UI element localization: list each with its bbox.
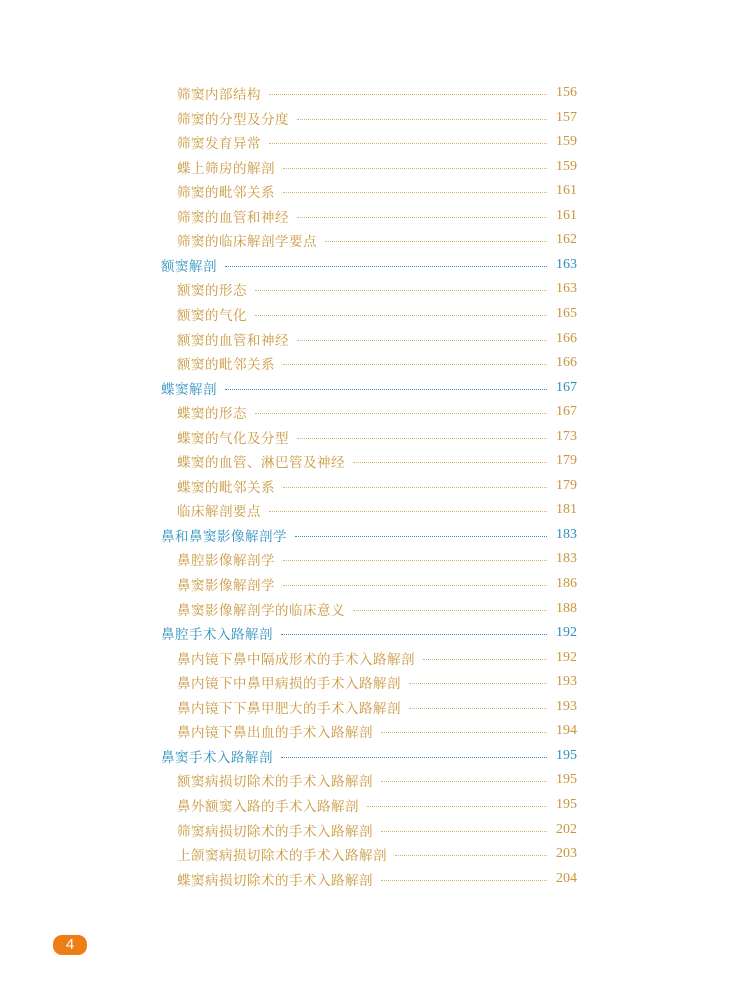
toc-subsection-entry[interactable] xyxy=(177,204,577,228)
toc-entry-title: 鼻腔影像解剖学 xyxy=(177,553,275,570)
toc-entry-title: 鼻内镜下鼻中隔成形术的手术入路解剖 xyxy=(177,651,415,668)
toc-entry-title: 额窦的血管和神经 xyxy=(177,332,289,349)
toc-entry-page: 156 xyxy=(556,85,577,100)
toc-entry-title: 蝶窦的形态 xyxy=(177,406,247,423)
toc-entry-title: 额窦的毗邻关系 xyxy=(177,357,275,374)
toc-entry-page: 165 xyxy=(556,305,577,321)
toc-entry-title: 蝶窦的毗邻关系 xyxy=(177,479,275,496)
dotted-leader xyxy=(283,364,547,365)
toc-entry-title: 鼻和鼻窦影像解剖学 xyxy=(161,528,287,545)
dotted-leader xyxy=(353,462,547,463)
toc-subsection-entry[interactable] xyxy=(177,498,577,522)
toc-entry-title: 蝶窦的气化及分型 xyxy=(177,430,289,447)
dotted-leader xyxy=(409,683,547,684)
toc-entry-page: 183 xyxy=(556,526,577,542)
toc-subsection-entry[interactable] xyxy=(177,327,577,351)
toc-section-entry[interactable] xyxy=(161,376,577,400)
dotted-leader xyxy=(381,781,547,782)
toc-entry-page: 179 xyxy=(556,477,577,493)
toc-section-entry[interactable] xyxy=(161,253,577,277)
toc-entry-title: 筛窦内部结构 xyxy=(177,87,261,103)
toc-entry-page: 181 xyxy=(556,502,577,518)
toc-subsection-entry[interactable] xyxy=(177,867,577,891)
toc-entry-page: 166 xyxy=(556,330,577,346)
dotted-leader xyxy=(381,831,547,832)
toc-entry-page: 204 xyxy=(556,870,577,886)
toc-entry-title: 鼻窦影像解剖学的临床意义 xyxy=(177,602,345,619)
dotted-leader xyxy=(381,732,547,733)
dotted-leader xyxy=(325,241,547,242)
toc-subsection-entry[interactable] xyxy=(177,547,577,571)
dotted-leader xyxy=(225,266,547,267)
toc-subsection-entry[interactable] xyxy=(177,695,577,719)
toc-entry-title: 鼻内镜下下鼻甲肥大的手术入路解剖 xyxy=(177,700,401,717)
toc-entry-page: 163 xyxy=(556,256,577,272)
toc-subsection-entry[interactable] xyxy=(177,572,577,596)
dotted-leader xyxy=(283,585,547,586)
toc-entry-title: 鼻内镜下中鼻甲病损的手术入路解剖 xyxy=(177,676,401,693)
toc-entry-page: 195 xyxy=(556,772,577,788)
toc-entry-title: 筛窦发育异常 xyxy=(177,136,261,153)
toc-entry-page: 166 xyxy=(556,355,577,371)
toc-subsection-entry[interactable] xyxy=(177,818,577,842)
toc-entry-page: 193 xyxy=(556,698,577,714)
toc-subsection-entry[interactable] xyxy=(177,130,577,154)
dotted-leader xyxy=(269,511,547,512)
dotted-leader xyxy=(409,708,547,709)
toc-subsection-entry[interactable] xyxy=(177,474,577,498)
toc-subsection-entry[interactable] xyxy=(177,793,577,817)
toc-entry-page: 203 xyxy=(556,846,577,862)
dotted-leader xyxy=(283,560,547,561)
dotted-leader xyxy=(269,143,547,144)
toc-entry-title: 筛窦的血管和神经 xyxy=(177,209,289,226)
toc-entry-page: 157 xyxy=(556,109,577,125)
dotted-leader xyxy=(255,315,547,316)
toc-subsection-entry[interactable] xyxy=(177,155,577,179)
dotted-leader xyxy=(255,413,547,414)
toc-entry-title: 筛窦的分型及分度 xyxy=(177,111,289,128)
toc-entry-page: 188 xyxy=(556,600,577,616)
toc-entry-title: 额窦病损切除术的手术入路解剖 xyxy=(177,774,373,791)
dotted-leader xyxy=(297,217,547,218)
toc-subsection-entry[interactable] xyxy=(177,106,577,130)
toc-subsection-entry[interactable] xyxy=(177,842,577,866)
toc-entry-page: 163 xyxy=(556,281,577,297)
toc-entry-page: 159 xyxy=(556,134,577,150)
toc-section-entry[interactable] xyxy=(161,621,577,645)
toc-entry-page: 192 xyxy=(556,649,577,665)
toc-entry-title: 鼻内镜下鼻出血的手术入路解剖 xyxy=(177,725,373,742)
dotted-leader xyxy=(381,880,547,881)
dotted-leader xyxy=(283,487,547,488)
toc-entry-page: 173 xyxy=(556,428,577,444)
dotted-leader xyxy=(297,340,547,341)
toc-entry-page: 194 xyxy=(556,723,577,739)
toc-entry-page: 179 xyxy=(556,453,577,469)
toc-entry-title: 鼻腔手术入路解剖 xyxy=(161,627,273,644)
toc-entry-page: 167 xyxy=(556,404,577,420)
dotted-leader xyxy=(295,536,547,537)
toc-entry-page: 162 xyxy=(556,232,577,248)
toc-entry-title: 临床解剖要点 xyxy=(177,504,261,521)
toc-entry-page: 186 xyxy=(556,576,577,591)
toc-subsection-entry[interactable] xyxy=(177,449,577,473)
toc-entry-page: 161 xyxy=(556,207,577,223)
toc-subsection-entry[interactable] xyxy=(177,719,577,743)
toc-subsection-entry[interactable] xyxy=(177,228,577,252)
dotted-leader xyxy=(423,659,547,660)
dotted-leader xyxy=(283,192,547,193)
toc-entry-title: 额窦的气化 xyxy=(177,307,247,324)
toc-entry-page: 195 xyxy=(556,796,577,812)
dotted-leader xyxy=(225,389,547,390)
dotted-leader xyxy=(353,610,547,611)
toc-entry-title: 筛窦病损切除术的手术入路解剖 xyxy=(177,823,373,840)
toc-subsection-entry[interactable] xyxy=(177,768,577,792)
toc-entry-title: 蝶窦的血管、淋巴管及神经 xyxy=(177,455,345,472)
toc-entry-title: 额窦解剖 xyxy=(161,258,217,275)
dotted-leader xyxy=(297,119,547,120)
toc-entry-title: 筛窦的毗邻关系 xyxy=(177,185,275,202)
toc-entry-page: 183 xyxy=(556,551,577,567)
toc-entry-title: 鼻外额窦入路的手术入路解剖 xyxy=(177,798,359,815)
toc-subsection-entry[interactable] xyxy=(177,597,577,621)
toc-entry-title: 上颌窦病损切除术的手术入路解剖 xyxy=(177,848,387,865)
toc-entry-title: 鼻窦手术入路解剖 xyxy=(161,749,273,766)
toc-entry-title: 鼻窦影像解剖学 xyxy=(177,578,275,594)
toc-entry-page: 161 xyxy=(556,183,577,199)
toc-entry-title: 蝶上筛房的解剖 xyxy=(177,160,275,177)
toc-subsection-entry[interactable] xyxy=(177,646,577,670)
toc-entry-page: 167 xyxy=(556,379,577,395)
page-number-badge: 4 xyxy=(53,935,87,955)
dotted-leader xyxy=(281,634,547,635)
toc-entry-title: 筛窦的临床解剖学要点 xyxy=(177,234,317,251)
toc-subsection-entry[interactable] xyxy=(177,400,577,424)
toc-subsection-entry[interactable] xyxy=(177,302,577,326)
toc-subsection-entry[interactable] xyxy=(177,277,577,301)
toc-entry-page: 195 xyxy=(556,747,577,763)
toc-subsection-entry[interactable] xyxy=(177,179,577,203)
dotted-leader xyxy=(281,757,547,758)
dotted-leader xyxy=(283,168,547,169)
toc-entry-page: 192 xyxy=(556,625,577,641)
toc-subsection-entry[interactable] xyxy=(177,670,577,694)
toc-subsection-entry[interactable] xyxy=(177,81,577,105)
dotted-leader xyxy=(297,438,547,439)
toc-subsection-entry[interactable] xyxy=(177,425,577,449)
dotted-leader xyxy=(255,290,547,291)
dotted-leader xyxy=(395,855,547,856)
dotted-leader xyxy=(269,94,547,95)
toc-entry-page: 193 xyxy=(556,674,577,690)
toc-entry-page: 159 xyxy=(556,158,577,174)
toc-entry-page: 202 xyxy=(556,821,577,837)
toc-section-entry[interactable] xyxy=(161,523,577,547)
toc-section-entry[interactable] xyxy=(161,744,577,768)
toc-entry-title: 额窦的形态 xyxy=(177,283,247,300)
toc-entry-title: 蝶窦病损切除术的手术入路解剖 xyxy=(177,872,373,889)
toc-subsection-entry[interactable] xyxy=(177,351,577,375)
dotted-leader xyxy=(367,806,547,807)
toc-entry-title: 蝶窦解剖 xyxy=(161,381,217,398)
